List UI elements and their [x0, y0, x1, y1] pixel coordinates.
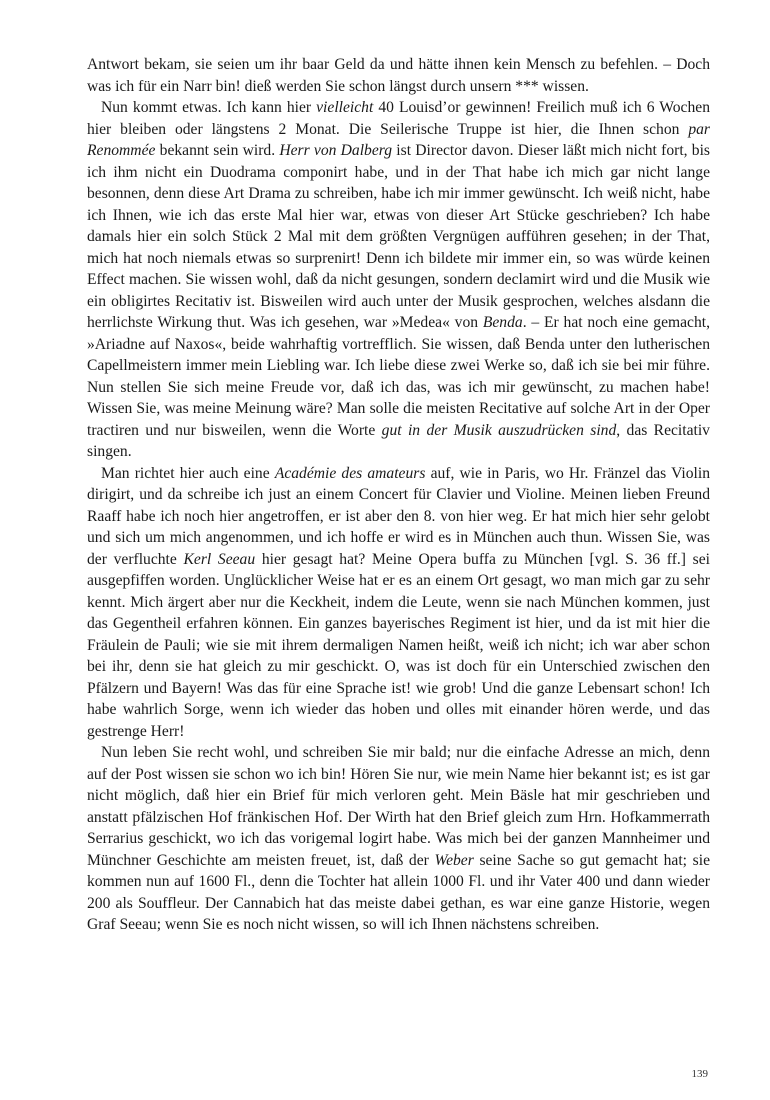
italic-run: Académie des amateurs: [274, 464, 426, 482]
text-run: 40 Louisd’or gewinnen! Freilich muß ich 6 Wochen hier bleiben oder längstens 2 Monat. Die Seilerische Truppe ist hier, die Ihnen schon: [87, 99, 710, 138]
italic-run: Benda: [482, 314, 523, 331]
text-run: . – Er hat noch eine gemacht, »Ariadne auf Naxos«, beide wahrhaftig vortrefflich. Sie wissen, daß Benda unter den lutherischen Capellmeistern immer mein Liebling war. Ich liebe diese zwei Werke so, daß ich sie bei mir führe. Nun stellen Sie sich meine Freude vor, daß ich das, was ich mir gewünscht, zu machen habe! Wissen Sie, was meine Meinung wäre? Man solle die meisten Recitative auf solche Art in der Oper tractiren und nur bisweilen, wenn die Worte: [87, 314, 710, 439]
paragraph-1: [87, 54, 710, 97]
text-run: hier gesagt hat? Meine Opera buffa zu München [vgl. S. 36 ff.] sei ausgepfiffen worden. Unglücklicher Weise hat er es an einem Ort gesagt, wo man mich gar zu sehr kennt. Mich ärgert aber nur die Keckheit, indem die Leute, wenn sie nach München kommen, just das Gegentheil erfahren können. Ein ganzes bayerisches Regiment ist hier, und da ist mit hier die Fräulein de Pauli; wie sie mit ihrem dermaligen Namen heißt, weiß ich nicht; ich war aber schon bei ihr, denn sie hat gleich zu mir geschickt. O, was ist doch für ein Unterschied zwischen den Pfälzern und Bayern! Was das für eine Sprache ist! wie grob! Und die ganze Lebensart schon! Ich habe wahrlich Sorge, wenn ich wieder das hoben und olles mit einander hören werde, und das gestrenge Herr!: [87, 550, 710, 740]
text-run: ist Director davon. Dieser läßt mich nicht fort, bis ich ihm nicht ein Duodrama componirt habe, und in der That habe ich mich gar nicht lange besonnen, denn diese Art Drama zu schreiben, habe ich mir immer gewünscht. Ich weiß nicht, habe ich Ihnen, wie ich das erste Mal hier war, etwas von dieser Art Stücke geschrieben? Ich habe damals hier ein solch Stück 2 Mal mit dem größten Vergnügen aufführen gesehen; in der That, mich hat noch niemals etwas so surprenirt! Denn ich bildete mir immer ein, so was würde keinen Effect machen. Sie wissen wohl, daß da nicht gesungen, sondern declamirt wird und die Musik wie ein obligirtes Recitativ ist. Bisweilen wird auch unter der Musik gesprochen, welches alsdann die herrlichste Wirkung thut. Was ich gesehen, war »Medea« von: [87, 142, 710, 331]
text-run: Nun leben Sie recht wohl, und schreiben Sie mir bald; nur die einfache Adresse an mich, denn auf der Post wissen sie schon wo ich bin! Hören Sie nur, wie mein Name hier bekannt ist; es ist gar nicht möglich, daß hier ein Brief für mich verloren geht. Mein Bäsle hat mir geschrieben und anstatt pfälzischen Hof fränkischen Hof. Der Wirth hat den Brief gleich zum Hrn. Hofkammerrath Serrarius geschickt, wo ich das vorigemal logirt habe. Was mich bei der ganzen Mannheimer und Münchner Geschichte am meisten freuet, ist, daß der: [87, 744, 710, 869]
italic-run: par Renommée: [87, 120, 710, 159]
italic-run: Kerl Seeau: [183, 550, 256, 568]
paragraph-3: [87, 463, 710, 743]
paragraph-4: [87, 742, 710, 936]
text-run: bekannt sein wird.: [155, 142, 280, 159]
italic-run: Weber: [434, 851, 474, 869]
italic-run: Herr von Dalberg: [279, 142, 393, 159]
text-run: Antwort bekam, sie seien um ihr baar Geld da und hätte ihnen kein Mensch zu befehlen. – Doch was ich für ein Narr bin! dieß werden Sie schon längst durch unsern *** wissen.: [87, 56, 710, 95]
text-run: auf, wie in Paris, wo Hr. Fränzel das Violin dirigirt, und da schreibe ich just an einem Concert für Clavier und Violine. Meinen lieben Freund Raaff habe ich noch hier angetroffen, er ist aber den 8. von hier weg. Er hat mich hier sehr gelobt und sich um mich angenommen, und ich hoffe er wird es in München auch thun. Wissen Sie, was der verfluchte: [87, 464, 711, 568]
text-run: seine Sache so gut gemacht hat; sie kommen nun auf 1600 Fl., denn die Tochter hat allein 1000 Fl. und ihr Vater 400 und dann wieder 200 als Souffleur. Der Cannabich hat das meiste dabei gethan, es war eine ganze Historie, wegen Graf Seeau; wenn Sie es noch nicht wissen, so will ich Ihnen nächstens schreiben.: [87, 851, 710, 933]
paragraph-2: [87, 97, 710, 463]
italic-run: vielleicht: [316, 99, 374, 116]
page-number: 139: [691, 1068, 708, 1080]
text-run: Man richtet hier auch eine: [101, 464, 275, 482]
text-run: , das Recitativ singen.: [87, 421, 710, 460]
italic-run: gut in der Musik auszudrücken sind: [381, 421, 617, 439]
text-run: Nun kommt etwas. Ich kann hier: [101, 99, 317, 116]
letter-text: [87, 54, 710, 936]
